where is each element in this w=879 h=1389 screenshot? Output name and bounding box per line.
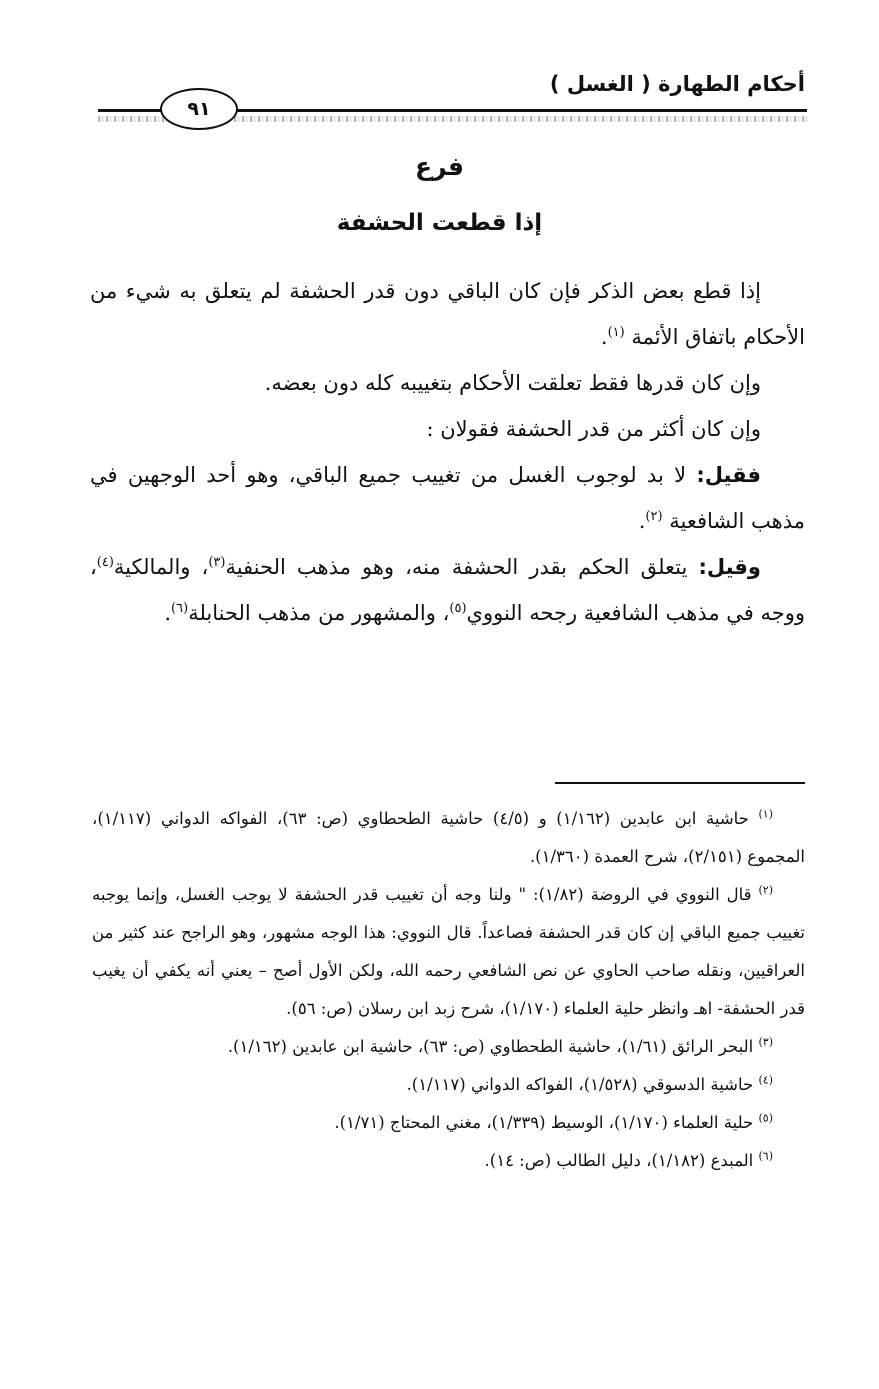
footnote-ref[interactable]: (٦) (171, 601, 189, 616)
footnote-mark: (٥) (758, 1111, 773, 1125)
footnote-text: حاشية الدسوقي (١/٥٢٨)، الفواكه الدواني (١/١١٧). (406, 1075, 754, 1094)
paragraph-5 (90, 544, 805, 636)
paragraph-2 (90, 360, 805, 406)
footnote-mark: (٤) (758, 1073, 773, 1087)
footnote-mark: (٣) (758, 1035, 773, 1049)
footnote-ref[interactable]: (١) (607, 325, 625, 340)
footnote-text: المبدع (١/١٨٢)، دليل الطالب (ص: ١٤). (484, 1151, 754, 1170)
punctuation: . (638, 509, 646, 533)
paragraph-text: ، ووجه في مذهب الشافعية رجحه النووي (90, 555, 805, 625)
section-title: إذا قطعت الحشفة (336, 210, 543, 236)
paragraph-text: إذا قطع بعض الذكر فإن كان الباقي دون قدر الحشفة لم يتعلق به شيء من الأحكام باتفاق الأئمة (90, 279, 805, 349)
footnotes (92, 800, 805, 1180)
paragraph-text: ، والمالكية (113, 555, 209, 579)
footnote-separator (555, 782, 805, 784)
footnote-mark: (١) (758, 807, 773, 821)
footnote-text: قال النووي في الروضة (١/٨٢): " ولنا وجه أن تغييب قدر الحشفة لا يوجب الغسل، وإنما يوجبه تغييب جميع الباقي إن كان قدر الحشفة فصاعداً. قال النووي: هذا الوجه مشهور، وهو الراجح عند كثير من العراقيين، ونقله صاحب الحاوي عن نص الشافعي رحمه الله، ولكن الأول أصح – يعني أنه يكفي أن يغيب قدر الحشفة- اهـ وانظر حلية العلماء (١/١٧٠)، شرح زبد ابن رسلان (ص: ٥٦). (92, 885, 805, 1018)
paragraph-text: وإن كان أكثر من قدر الحشفة فقولان : (426, 417, 761, 441)
footnote-ref[interactable]: (٢) (645, 509, 663, 524)
punctuation: . (600, 325, 608, 349)
footnote-text: حلية العلماء (١/١٧٠)، الوسيط (١/٣٣٩)، مغني المحتاج (١/٧١). (334, 1113, 754, 1132)
section-label: فرع (415, 152, 464, 181)
footnote-ref[interactable]: (٣) (208, 555, 226, 570)
page-number: ٩١ (160, 88, 238, 130)
bold-lead-word: وقيل: (698, 555, 761, 579)
paragraph-text: وإن كان قدرها فقط تعلقت الأحكام بتغييبه كله دون بعضه. (264, 371, 761, 395)
footnote-text: حاشية ابن عابدين (١/١٦٢) و (٤/٥) حاشية الطحطاوي (ص: ٦٣)، الفواكه الدواني (١/١١٧)، المجموع (٢/١٥١)، شرح العمدة (١/٣٦٠). (92, 809, 805, 866)
footnote-2 (92, 876, 805, 1028)
paragraph-text: يتعلق الحكم بقدر الحشفة منه، وهو مذهب الحنفية (225, 555, 699, 579)
paragraph-text: لا بد لوجوب الغسل من تغييب جميع الباقي، وهو أحد الوجهين في مذهب الشافعية (90, 463, 805, 533)
footnote-mark: (٦) (758, 1149, 773, 1163)
paragraph-text: ، والمشهور من مذهب الحنابلة (188, 601, 450, 625)
footnote-4 (92, 1066, 805, 1104)
running-title: أحكام الطهارة ( الغسل ) (549, 72, 805, 96)
main-text (90, 268, 805, 636)
footnote-1 (92, 800, 805, 876)
footnote-3 (92, 1028, 805, 1066)
paragraph-1 (90, 268, 805, 360)
punctuation: . (164, 601, 172, 625)
footnote-ref[interactable]: (٥) (449, 601, 467, 616)
paragraph-3 (90, 406, 805, 452)
footnote-mark: (٢) (758, 883, 773, 897)
footnote-5 (92, 1104, 805, 1142)
footnote-ref[interactable]: (٤) (96, 555, 114, 570)
paragraph-4 (90, 452, 805, 544)
footnote-6 (92, 1142, 805, 1180)
footnote-text: البحر الرائق (١/٦١)، حاشية الطحطاوي (ص: ٦٣)، حاشية ابن عابدين (١/١٦٢). (227, 1037, 754, 1056)
bold-lead-word: فقيل: (696, 463, 761, 487)
